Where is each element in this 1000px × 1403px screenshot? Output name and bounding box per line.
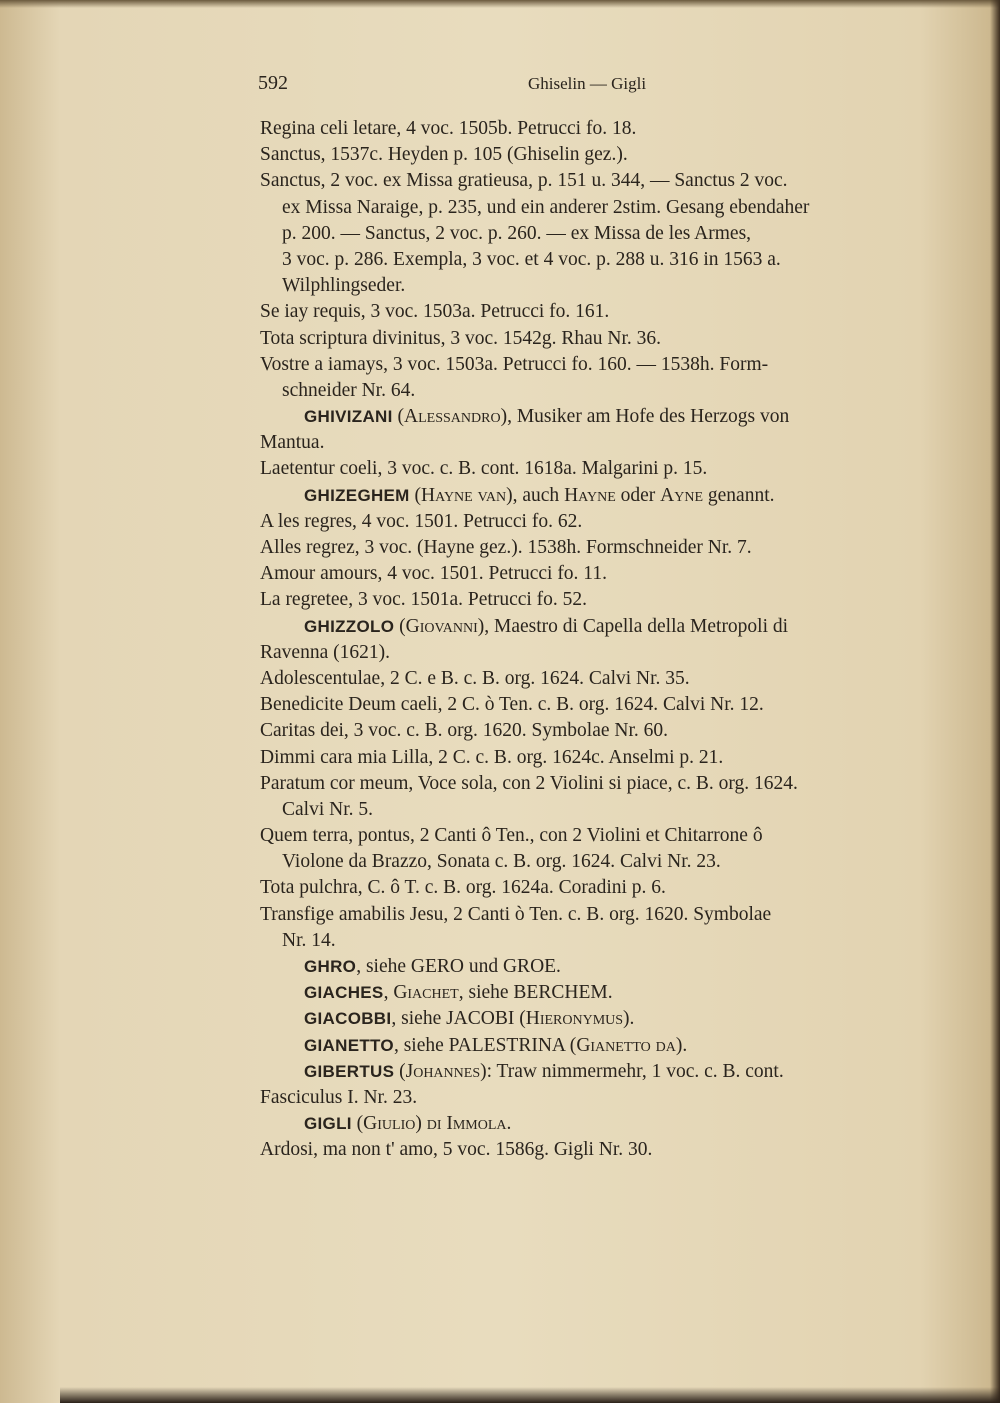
composer-name: GHIZZOLO <box>304 616 395 636</box>
entry-heading-line <box>260 404 928 430</box>
catalog-line <box>260 221 928 247</box>
line-text: Ardosi, ma non t' amo, 5 voc. 1586g. Gigli Nr. 30. <box>260 1139 653 1161</box>
small-caps-text: Gianetto da <box>576 1034 676 1056</box>
line-text: ( <box>409 484 422 506</box>
line-text: . <box>506 1113 512 1135</box>
catalog-line <box>260 587 928 613</box>
entry-heading-line <box>260 483 928 509</box>
line-text: Tota scriptura divinitus, 3 voc. 1542g. Rhau Nr. 36. <box>260 327 662 349</box>
line-text: ( <box>394 1060 406 1082</box>
line-text: Regina celi letare, 4 voc. 1505b. Petrucci fo. 18. <box>260 118 637 139</box>
catalog-text <box>260 116 928 1164</box>
catalog-line <box>260 823 928 849</box>
line-text: ( <box>392 406 405 428</box>
line-text: ), Maestro di Capella della Metropoli di <box>477 615 789 637</box>
composer-name: GHRO <box>304 957 357 976</box>
catalog-line <box>260 875 928 901</box>
line-text: Tota pulchra, C. ô T. c. B. org. 1624a. Coradini p. 6. <box>260 877 666 899</box>
composer-name: GIACHES <box>304 983 384 1003</box>
catalog-line <box>260 509 928 535</box>
small-caps-text: Hayne van <box>421 484 507 506</box>
entry-heading-line <box>260 1006 928 1032</box>
line-text: , siehe BERCHEM. <box>458 982 613 1004</box>
catalog-line <box>260 247 928 273</box>
line-text: ) <box>415 1113 427 1135</box>
line-text: Vostre a iamays, 3 voc. 1503a. Petrucci fo. 160. — 1538h. Form- <box>260 353 769 375</box>
small-caps-text: Hieronymus <box>525 1008 624 1030</box>
composer-name: GHIVIZANI <box>304 407 393 427</box>
line-text: , <box>383 982 394 1004</box>
line-text: Calvi Nr. 5. <box>282 798 373 820</box>
line-text: Fasciculus I. Nr. 23. <box>260 1086 418 1108</box>
line-text: ): Traw nimmermehr, 1 voc. c. B. cont. <box>480 1060 784 1082</box>
line-text: Amour amours, 4 voc. 1501. Petrucci fo. 11. <box>260 563 607 585</box>
small-caps-text: Hayne <box>564 484 616 506</box>
line-text: Paratum cor meum, Voce sola, con 2 Violini si piace, c. B. org. 1624. <box>260 772 798 794</box>
line-text: Laetentur coeli, 3 voc. c. B. cont. 1618a. Malgarini p. 15. <box>260 458 708 480</box>
catalog-line <box>260 430 928 456</box>
catalog-line <box>260 1085 928 1111</box>
line-text: Mantua. <box>260 432 325 454</box>
page-right-edge <box>990 0 1000 1403</box>
catalog-line <box>260 928 928 954</box>
catalog-line <box>260 666 928 692</box>
line-text: 3 voc. p. 286. Exempla, 3 voc. et 4 voc. p. 288 u. 316 in 1563 a. <box>282 248 781 270</box>
line-text: Adolescentulae, 2 C. e B. c. B. org. 1624. Calvi Nr. 35. <box>260 667 690 689</box>
catalog-line <box>260 456 928 482</box>
catalog-line <box>260 718 928 744</box>
line-text: Transfige amabilis Jesu, 2 Canti ò Ten. c. B. org. 1620. Symbolae <box>260 903 772 925</box>
line-text: p. 200. — Sanctus, 2 voc. p. 260. — ex Missa de les Armes, <box>282 222 752 244</box>
catalog-line <box>260 797 928 823</box>
page-top-edge <box>0 0 1000 8</box>
line-text: Sanctus, 2 voc. ex Missa gratieusa, p. 151 u. 344, — Sanctus 2 voc. <box>260 170 788 192</box>
catalog-line <box>260 692 928 718</box>
line-text: Quem terra, pontus, 2 Canti ô Ten., con 2 Violini et Chitarrone ô <box>260 825 763 847</box>
page-bottom-edge <box>60 1387 1000 1403</box>
page-number: 592 <box>258 72 288 94</box>
catalog-line <box>260 352 928 378</box>
small-caps-text: Giachet <box>393 982 459 1004</box>
line-text: Dimmi cara mia Lilla, 2 C. c. B. org. 1624c. Anselmi p. 21. <box>260 746 724 768</box>
line-text: ), auch <box>506 484 565 506</box>
catalog-line <box>260 326 928 352</box>
line-text: La regretee, 3 voc. 1501a. Petrucci fo. 52. <box>260 589 588 611</box>
composer-name: GIACOBBI <box>304 1009 392 1029</box>
line-text: , siehe GERO und GROE. <box>356 956 561 977</box>
line-text: Caritas dei, 3 voc. c. B. org. 1620. Symbolae Nr. 60. <box>260 720 669 742</box>
line-text: Se iay requis, 3 voc. 1503a. Petrucci fo. 161. <box>260 301 610 323</box>
entry-heading-line <box>260 1059 928 1085</box>
line-text: A les regres, 4 voc. 1501. Petrucci fo. 62. <box>260 510 583 532</box>
catalog-line <box>260 745 928 771</box>
catalog-line <box>260 116 928 142</box>
line-text: ). <box>623 1008 635 1030</box>
small-caps-text: Johannes <box>405 1060 481 1082</box>
entry-heading-line <box>260 980 928 1006</box>
composer-name: GHIZEGHEM <box>304 485 410 505</box>
entry-heading-line <box>260 1111 928 1137</box>
line-text: Nr. 14. <box>282 929 336 951</box>
catalog-line <box>260 299 928 325</box>
catalog-line <box>260 771 928 797</box>
line-text: ex Missa Naraige, p. 235, und ein anderer 2stim. Gesang ebendaher <box>282 196 810 218</box>
small-caps-text: Alessandro <box>404 406 501 428</box>
catalog-line <box>260 168 928 194</box>
catalog-line <box>260 378 928 404</box>
line-text: ( <box>351 1113 364 1135</box>
catalog-line <box>260 273 928 299</box>
composer-name: GIANETTO <box>304 1035 394 1055</box>
catalog-line <box>260 1137 928 1163</box>
small-caps-text: Ayne <box>660 484 704 506</box>
composer-name: GIGLI <box>304 1114 352 1134</box>
line-text: Benedicite Deum caeli, 2 C. ò Ten. c. B. org. 1624. Calvi Nr. 12. <box>260 694 764 716</box>
line-text: schneider Nr. 64. <box>282 379 416 401</box>
line-text: , siehe PALESTRINA ( <box>393 1034 577 1056</box>
catalog-line <box>260 849 928 875</box>
entry-heading-line <box>260 614 928 640</box>
small-caps-text: Giulio <box>363 1113 416 1135</box>
line-text: oder <box>615 484 661 506</box>
catalog-line <box>260 535 928 561</box>
page-header <box>258 72 926 102</box>
line-text: Violone da Brazzo, Sonata c. B. org. 1624. Calvi Nr. 23. <box>282 851 721 873</box>
line-text: Ravenna (1621). <box>260 641 390 663</box>
catalog-line <box>260 640 928 666</box>
line-text: genannt. <box>703 484 775 506</box>
line-text: Wilphlingseder. <box>282 275 406 297</box>
line-text: ), Musiker am Hofe des Herzogs von <box>500 406 790 428</box>
line-text: Alles regrez, 3 voc. (Hayne gez.). 1538h. Formschneider Nr. 7. <box>260 537 752 558</box>
entry-heading-line <box>260 1033 928 1059</box>
catalog-line <box>260 902 928 928</box>
entry-heading-line <box>260 954 928 980</box>
small-caps-text: di Immola <box>426 1113 507 1135</box>
line-text: ). <box>675 1034 688 1056</box>
catalog-line <box>260 195 928 221</box>
line-text: Sanctus, 1537c. Heyden p. 105 (Ghiselin gez.). <box>260 144 628 166</box>
line-text: ( <box>394 615 406 637</box>
line-text: , siehe JACOBI ( <box>391 1008 526 1030</box>
catalog-line <box>260 561 928 587</box>
running-title: Ghiselin — Gigli <box>528 74 647 93</box>
composer-name: GIBERTUS <box>304 1061 395 1081</box>
small-caps-text: Giovanni <box>405 615 478 637</box>
catalog-line <box>260 142 928 168</box>
